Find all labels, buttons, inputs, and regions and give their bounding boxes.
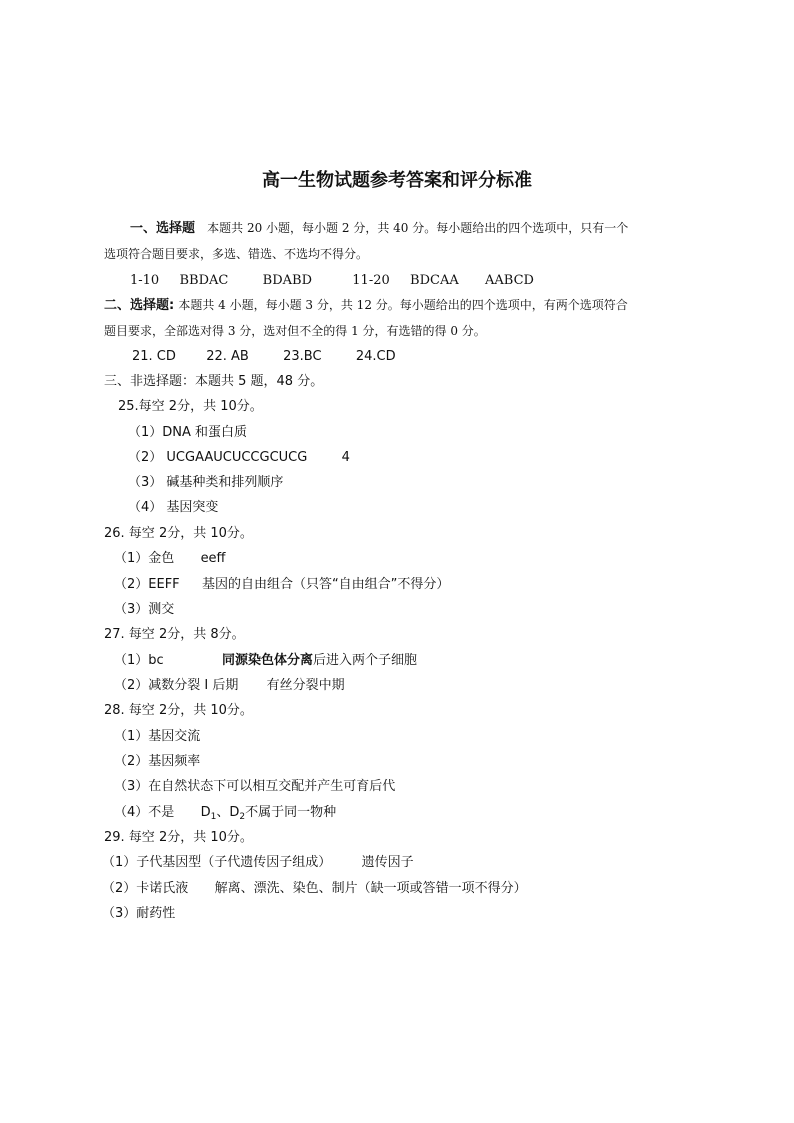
q29-head: 29. 每空 2分，共 10分。 — [104, 830, 253, 845]
q28-a4-d: D — [200, 805, 211, 820]
q25-answer-1: （1）DNA 和蛋白质 — [128, 425, 248, 440]
q26-head: 26. 每空 2分，共 10分。 — [104, 526, 253, 541]
q25-a2-text: UCGAAUCUCCGCUCG — [166, 450, 308, 465]
section1-answers-1a: BBDAC — [179, 273, 229, 288]
q27-answer-2 — [114, 677, 345, 695]
section2-answers — [132, 348, 396, 366]
q28-head: 28. 每空 2分，共 10分。 — [104, 703, 253, 718]
q25-a2-label: （2） — [128, 450, 163, 465]
q27-a2-label: （2）减数分裂 I 后期 — [114, 678, 239, 693]
q29-answer-2 — [102, 880, 527, 898]
section2-desc-line2: 题目要求，全部选对得 3 分，选对但不全的得 1 分，有选错的得 0 分。 — [104, 324, 486, 338]
q27-answer-1 — [114, 652, 417, 670]
section2-answer-21: 21. CD — [132, 349, 176, 364]
section2-answer-24: 24.CD — [355, 349, 396, 364]
q29-answer-1 — [102, 854, 414, 872]
section1-answers-1b: BDABD — [262, 273, 312, 288]
q27-head: 27. 每空 2分，共 8分。 — [104, 627, 245, 642]
q29-a2-label: （2）卡诺氏液 — [102, 881, 189, 896]
section3-heading: 三、非选择题：本题共 5 题，48 分。 — [104, 374, 324, 389]
section1-desc-line2: 选项符合题目要求，多选、错选、不选均不得分。 — [104, 247, 369, 261]
q25-head: 25.每空 2分，共 10分。 — [118, 399, 263, 414]
section2-answer-22: 22. AB — [206, 349, 249, 364]
page-title: 高一生物试题参考答案和评分标准 — [262, 170, 532, 191]
section1-range2: 11-20 — [352, 273, 390, 288]
q29-a2-text: 解离、漂洗、染色、制片（缺一项或答错一项不得分） — [214, 881, 527, 896]
q25-answer-3 — [128, 474, 283, 492]
q25-a4-text: 基因突变 — [166, 500, 219, 515]
section1-desc-line1: 本题共 20 小题，每小题 2 分，共 40 分。每小题给出的四个选项中，只有一个 — [207, 221, 629, 235]
q29-a1-label: （1）子代基因型（子代遗传因子组成） — [102, 855, 332, 870]
q28-a4-label: （4）不是 — [114, 805, 175, 820]
q25-a3-label: （3） — [128, 475, 163, 490]
q26-a2-label: （2）EEFF — [114, 577, 180, 592]
q25-a2-num: 4 — [341, 450, 350, 465]
q26-answer-2 — [114, 576, 449, 594]
q28-a4-rest: 不属于同一物种 — [245, 805, 337, 820]
section2-desc-line1: 本题共 4 小题，每小题 3 分，共 12 分。每小题给出的四个选项中，有两个选项符合 — [178, 298, 628, 312]
section2-heading: 二、选择题: — [104, 298, 175, 313]
q26-answer-1 — [114, 550, 226, 568]
q27-a1-label: （1）bc — [114, 653, 164, 668]
q28-answer-2: （2）基因频率 — [114, 754, 201, 769]
q29-answer-3: （3）耐药性 — [102, 906, 176, 921]
q27-a1-rest: 后进入两个子细胞 — [312, 653, 417, 668]
q26-a1-text: eeff — [200, 551, 226, 566]
section1-range1: 1-10 — [130, 273, 160, 288]
q28-answer-1: （1）基因交流 — [114, 729, 201, 744]
q26-answer-3: （3）测交 — [114, 602, 175, 617]
q29-a1-text: 遗传因子 — [361, 855, 414, 870]
section1-answers — [130, 272, 534, 290]
q25-a4-label: （4） — [128, 500, 163, 515]
q28-a4-sub2: 2 — [239, 812, 246, 822]
section2-line1 — [104, 296, 628, 315]
section1-answers-2a: BDCAA — [410, 273, 459, 288]
q27-a1-bold: 同源染色体分离 — [221, 653, 313, 668]
q28-a4-sep: 、D — [216, 805, 240, 820]
q28-answer-3: （3）在自然状态下可以相互交配并产生可育后代 — [114, 779, 396, 794]
q28-a4-sub1: 1 — [210, 812, 217, 822]
q26-a1-label: （1）金色 — [114, 551, 175, 566]
section1-heading: 一、选择题 — [130, 221, 196, 236]
q28-answer-4 — [114, 804, 336, 822]
q25-answer-4 — [128, 499, 218, 517]
q27-a2-text: 有丝分裂中期 — [266, 678, 345, 693]
q25-answer-2 — [128, 449, 350, 467]
q25-a3-text: 碱基种类和排列顺序 — [166, 475, 284, 490]
section1-line1 — [130, 219, 628, 238]
section1-answers-2b: AABCD — [485, 273, 534, 288]
q26-a2-text: 基因的自由组合（只答“自由组合”不得分） — [201, 577, 450, 592]
section2-answer-23: 23.BC — [283, 349, 322, 364]
